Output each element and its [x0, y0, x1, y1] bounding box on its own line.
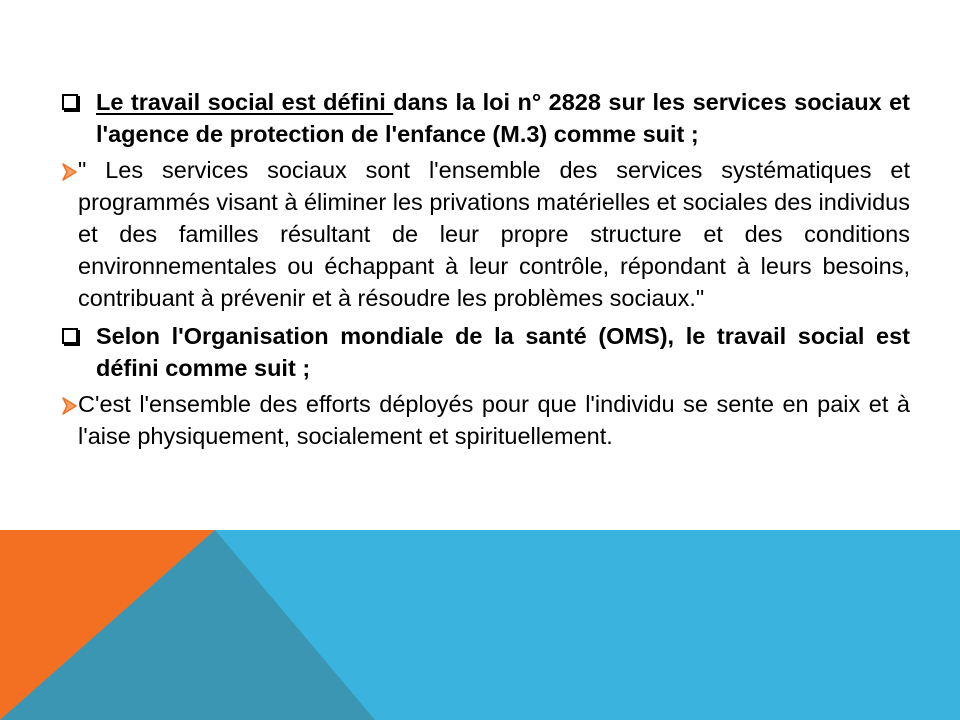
slide-content — [62, 86, 910, 458]
body-bullet-item-2 — [62, 388, 910, 452]
hollow-square-icon — [62, 94, 78, 110]
body-bullet-item-1 — [62, 154, 910, 314]
hollow-square-icon — [62, 328, 78, 344]
body-text-1: " Les services sociaux sont l'ensemble des services systématiques et programmés visant à éliminer les privations matérielles et sociales des individus et des familles résultant de leur propre structure et des conditions environnementales ou échappant à leur contrôle, répondant à leurs besoins, contribuant à prévenir et à résoudre les problèmes sociaux." — [78, 157, 910, 311]
heading-bullet-item-1 — [62, 86, 910, 150]
heading-text-2: Selon l'Organisation mondiale de la santé (OMS), le travail social est défini comme suit ; — [96, 323, 910, 381]
heading-text-1: dans la loi n° 2828 sur les services sociaux et l'agence de protection de l'enfance (M.3) comme suit ; — [96, 89, 910, 147]
heading-bullet-item-2 — [62, 320, 910, 384]
decorative-bottom-band — [0, 530, 960, 720]
underlined-phrase: Le travail social est défini — [96, 89, 394, 115]
arrow-right-icon — [62, 159, 78, 181]
arrow-right-icon — [62, 393, 78, 415]
body-text-2: C'est l'ensemble des efforts déployés pour que l'individu se sente en paix et à l'aise physiquement, socialement et spirituellement. — [78, 391, 910, 449]
